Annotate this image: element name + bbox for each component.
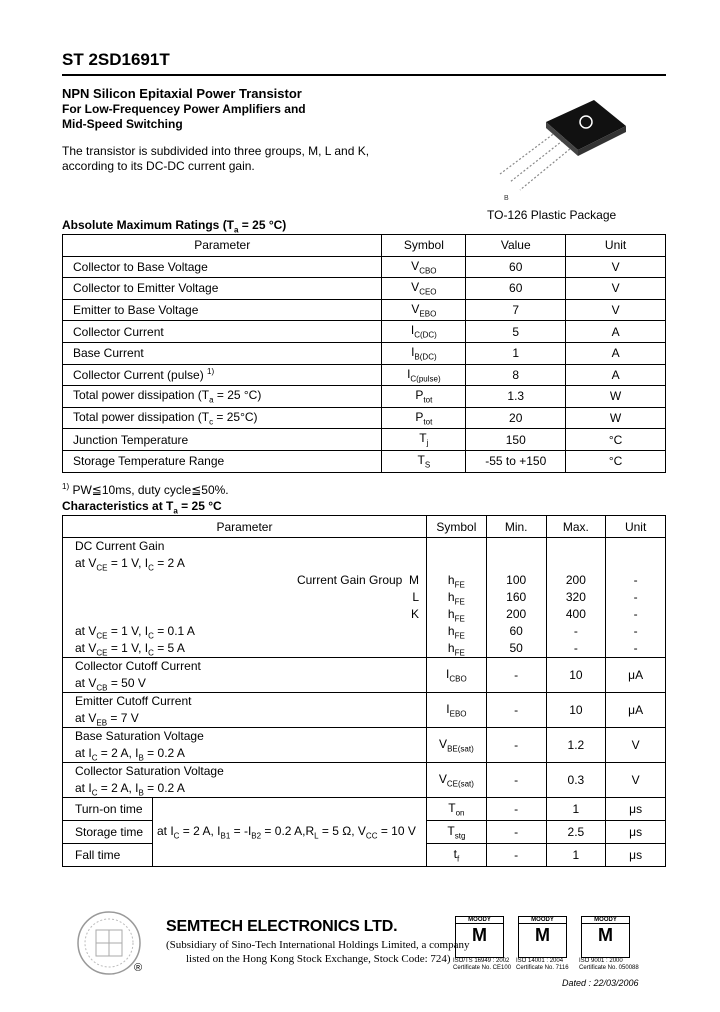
param-cell: Collector Current xyxy=(63,321,382,343)
symbol-cell: $T_j$ xyxy=(382,429,466,451)
char-max: 1.2 xyxy=(546,728,606,763)
symbol-cell: $T_S$ xyxy=(382,450,466,472)
package-body xyxy=(546,100,626,150)
switching-param: Storage time xyxy=(63,821,153,844)
package-caption: TO-126 Plastic Package xyxy=(487,208,617,222)
switching-max: 1 xyxy=(546,798,606,821)
symbol-cell: $V_{CEO}$ xyxy=(382,278,466,300)
value-cell: 1 xyxy=(466,342,566,364)
char-min: - xyxy=(486,658,546,693)
unit-cell: A xyxy=(566,321,666,343)
char-row xyxy=(63,658,666,693)
unit-cell: A xyxy=(566,364,666,386)
value-cell: 7 xyxy=(466,299,566,321)
char-row xyxy=(63,728,666,763)
unit-cell: W xyxy=(566,386,666,408)
value-cell: 60 xyxy=(466,278,566,300)
switching-unit: μs xyxy=(606,821,666,844)
unit-cell: V xyxy=(566,256,666,278)
symbol-cell: $V_{EBO}$ xyxy=(382,299,466,321)
param-cell: Emitter to Base Voltage xyxy=(63,299,382,321)
cert-caption: ISO/TS 16949 : 2002 Certificate No. CE100 xyxy=(453,958,512,971)
value-cell: 8 xyxy=(466,364,566,386)
col-header-symbol: Symbol xyxy=(382,235,466,257)
registered-mark: ® xyxy=(134,962,143,974)
unit-cell: V xyxy=(566,299,666,321)
cert-caption: ISO 9001 : 2000 Certificate No. 050088 xyxy=(579,958,639,971)
char-min: - xyxy=(486,763,546,798)
switching-condition: at $I_C = 2$ A, $I_{B1} = -I_{B2} = 0.2$ $A,R_L = 5$ Ω, $V_{CC} = 10$ V xyxy=(152,798,426,867)
char-unit: μA xyxy=(606,658,666,693)
char-row xyxy=(63,763,666,798)
abs-max-row xyxy=(63,450,666,472)
symbol-cell: $I_{C(DC)}$ xyxy=(382,321,466,343)
dc-gain-param: DC Current Gain at $V_{CE} = 1$ V, $I_C = 2$ A Current Gain Group M L K at $V_{CE} = 1$ V, $I_C = 0.1$ A at $V_{CE} = 1$ V, $I_C = 5$ A xyxy=(63,538,427,658)
to126-package-image xyxy=(486,92,636,202)
abs-max-row xyxy=(63,407,666,429)
char-symbol: $I_{EBO}$ xyxy=(426,693,486,728)
param-cell: Collector Current (pulse) $^{1)}$ xyxy=(63,364,382,386)
abs-max-row xyxy=(63,256,666,278)
param-cell: Storage Temperature Range xyxy=(63,450,382,472)
switching-min: - xyxy=(486,844,546,867)
abs-max-row xyxy=(63,321,666,343)
pin-label: B xyxy=(504,195,509,202)
description: The transistor is subdivided into three groups, M, L and K, according to its DC-DC current gain. xyxy=(62,144,370,173)
dc-gain-min: 100 160 200 60 50 xyxy=(486,538,546,658)
cert-badge-icon: MOODY M xyxy=(518,916,567,958)
dc-gain-unit: - - - - - xyxy=(606,538,666,658)
switching-symbol: $t_f$ xyxy=(426,844,486,867)
char-param: Collector Cutoff Current at $V_{CB} = 50$ V xyxy=(63,658,427,693)
abs-max-header-row xyxy=(63,235,666,257)
cert-badge-icon: MOODY M xyxy=(455,916,504,958)
char-symbol: $V_{CE(sat)}$ xyxy=(426,763,486,798)
unit-cell: W xyxy=(566,407,666,429)
value-cell: 20 xyxy=(466,407,566,429)
param-cell: Collector to Base Voltage xyxy=(63,256,382,278)
unit-cell: °C xyxy=(566,429,666,451)
characteristics-table xyxy=(62,515,666,867)
switching-max: 2.5 xyxy=(546,821,606,844)
dc-gain-row xyxy=(63,538,666,658)
part-number-title: ST 2SD1691T xyxy=(62,50,170,69)
char-min: - xyxy=(486,728,546,763)
value-cell: 1.3 xyxy=(466,386,566,408)
col-header-parameter: Parameter xyxy=(63,235,382,257)
unit-cell: A xyxy=(566,342,666,364)
char-max: 10 xyxy=(546,658,606,693)
switching-row xyxy=(63,798,666,821)
subheading-1: For Low-Frequencey Power Amplifiers and xyxy=(62,102,306,116)
company-subsidiary-note: (Subsidiary of Sino-Tech International Holdings Limited, a company listed on the Hong Kong Stock Exchange, Stock Code: 724) xyxy=(166,939,470,965)
char-unit: V xyxy=(606,728,666,763)
char-min: - xyxy=(486,693,546,728)
switching-param: Turn-on time xyxy=(63,798,153,821)
abs-max-row xyxy=(63,342,666,364)
switching-unit: μs xyxy=(606,798,666,821)
company-name: SEMTECH ELECTRONICS LTD. xyxy=(166,918,398,935)
value-cell: 60 xyxy=(466,256,566,278)
value-cell: 5 xyxy=(466,321,566,343)
subheading-2: Mid-Speed Switching xyxy=(62,117,183,131)
col-header-value: Value xyxy=(466,235,566,257)
param-cell: Base Current xyxy=(63,342,382,364)
col-header-min: Min. xyxy=(486,516,546,538)
abs-max-row xyxy=(63,364,666,386)
switching-param: Fall time xyxy=(63,844,153,867)
col-header-unit: Unit xyxy=(566,235,666,257)
char-max: 10 xyxy=(546,693,606,728)
col-header-unit: Unit xyxy=(606,516,666,538)
symbol-cell: $P_{tot}$ xyxy=(382,386,466,408)
col-header-parameter: Parameter xyxy=(63,516,427,538)
char-param: Emitter Cutoff Current at $V_{EB} = 7$ V xyxy=(63,693,427,728)
char-param: Base Saturation Voltage at $I_C = 2$ A, $I_B = 0.2$ A xyxy=(63,728,427,763)
dc-gain-max: 200 320 400 - - xyxy=(546,538,606,658)
switching-min: - xyxy=(486,821,546,844)
unit-cell: V xyxy=(566,278,666,300)
col-header-max: Max. xyxy=(546,516,606,538)
col-header-symbol: Symbol xyxy=(426,516,486,538)
dc-gain-symbols: $h_{FE}$ $h_{FE}$ $h_{FE}$ $h_{FE}$ $h_{FE}$ xyxy=(426,538,486,658)
switching-unit: μs xyxy=(606,844,666,867)
param-cell: Total power dissipation $(T_c = 25^\circ C)$ xyxy=(63,407,382,429)
title-rule xyxy=(62,74,666,76)
cert-badge-icon: MOODY M xyxy=(581,916,630,958)
switching-symbol: $T_{on}$ xyxy=(426,798,486,821)
char-param: Collector Saturation Voltage at $I_C = 2$ A, $I_B = 0.2$ A xyxy=(63,763,427,798)
char-header-row xyxy=(63,516,666,538)
param-cell: Collector to Emitter Voltage xyxy=(63,278,382,300)
value-cell: -55 to +150 xyxy=(466,450,566,472)
symbol-cell: $I_{B(DC)}$ xyxy=(382,342,466,364)
symbol-cell: $I_{C(pulse)}$ xyxy=(382,364,466,386)
char-symbol: $V_{BE(sat)}$ xyxy=(426,728,486,763)
value-cell: 150 xyxy=(466,429,566,451)
symbol-cell: $V_{CBO}$ xyxy=(382,256,466,278)
param-cell: Total power dissipation ($T_a = 25$ °C) xyxy=(63,386,382,408)
symbol-cell: $P_{tot}$ xyxy=(382,407,466,429)
abs-max-row xyxy=(63,429,666,451)
abs-max-row xyxy=(63,299,666,321)
switching-symbol: $T_{stg}$ xyxy=(426,821,486,844)
abs-max-table xyxy=(62,234,666,473)
main-heading: NPN Silicon Epitaxial Power Transistor xyxy=(62,86,302,101)
char-row xyxy=(63,693,666,728)
char-unit: V xyxy=(606,763,666,798)
char-unit: μA xyxy=(606,693,666,728)
footnote: $^{1)}$ PW≦10ms, duty cycle≦50%. xyxy=(62,482,229,497)
dated-stamp: Dated : 22/03/2006 xyxy=(562,978,639,988)
switching-min: - xyxy=(486,798,546,821)
abs-max-row xyxy=(63,386,666,408)
char-max: 0.3 xyxy=(546,763,606,798)
characteristics-title: Characteristics at $T_a = 25$ °C xyxy=(62,499,222,516)
char-symbol: $I_{CBO}$ xyxy=(426,658,486,693)
abs-max-row xyxy=(63,278,666,300)
company-seal-logo xyxy=(76,910,142,976)
abs-max-title: Absolute Maximum Ratings ($T_a = 25$ °C) xyxy=(62,218,287,235)
switching-max: 1 xyxy=(546,844,606,867)
unit-cell: °C xyxy=(566,450,666,472)
param-cell: Junction Temperature xyxy=(63,429,382,451)
cert-caption: ISO 14001 : 2004 Certificate No. 7116 xyxy=(516,958,569,971)
